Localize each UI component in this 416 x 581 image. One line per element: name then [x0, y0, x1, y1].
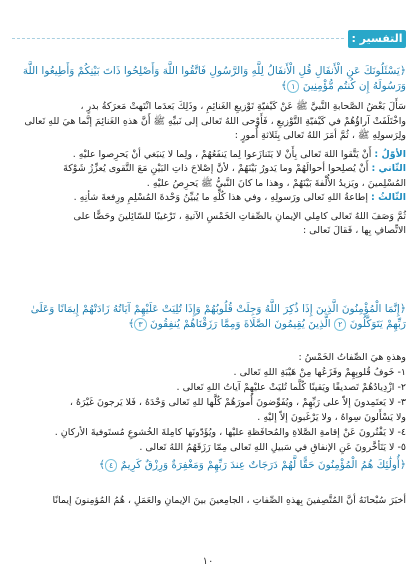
closing-line: أخبَرَ سُبْحانَهُ أنَّ المُتَّصِفينَ بِهذهِ الصِّفاتِ ، الجامِعينَ بينَ الإيمانِ والعَمَلِ ، هُمُ المُؤمِنونَ إيمانًا [52, 495, 406, 506]
item-second-cont: المُسْلِمينَ ، ويَزيدُ الأُلْفةَ بَيْنَهُمْ ، وهذا ما كانَ النَّبيُّ ﷺ يَحرِصُ عليْهِ . [146, 177, 406, 189]
verse-block-3 [10, 458, 406, 473]
verse-number: ٣ [134, 318, 146, 331]
intro-line: سَأَلَ بَعْضُ الصَّحابةِ النَّبيَّ ﷺ عَنْ كَيْفيّةِ تَوْزيعِ الغَنائِمِ ، وذَلِكَ بَعدَما انْتَهتْ مَعرَكةُ بدرٍ ، [80, 101, 406, 112]
intro-line: واخْتَلَفَتْ آراؤُهُمْ في كَيْفيّةِ التَّوْزيعِ ، فَأَوْحى اللهُ تَعالى إلى نَبيِّهِ ﷺ أَنَّ هذهِ الغَنائِمَ إنَّما هيَ للهِ تَعالى [24, 115, 406, 127]
verse-block-1 [10, 64, 406, 94]
qualities-section [10, 350, 406, 455]
item-third: الثّالثُ : إطاعةُ اللهِ تَعالى ورَسولِهِ ، وفي هذا كُلِّهِ ما يُبيِّنُ وَحْدةَ المُسْلِمِ ورِفعةَ شأنِهِ . [73, 192, 406, 203]
quality-item: ٢- ازْدِيادُهُمْ تَصديقًا ويَقينًا كُلَّما تُليَتْ عليْهِمْ آياتُ اللهِ تَعالى . [176, 382, 406, 393]
quality-item: ٥- لا يَتَأخَّرونَ عَنِ الإنفاقِ في سَبيلِ اللهِ تَعالى مِمّا رَزَقَهُمُ اللهُ تَعالى . [139, 442, 406, 453]
page-number: ١٠ [202, 556, 214, 567]
para2-line: الاتِّصافِ بِها ، فَقالَ تَعالى : [302, 225, 406, 236]
intro-section [10, 100, 406, 239]
quality-item: ولا يَسْأَلونَ سِواهُ ، ولا يَرْغَبونَ إلاّ إليْهِ . [257, 412, 406, 423]
verse-block-2 [10, 302, 406, 332]
verse-number: ٢ [334, 318, 346, 331]
para2-line: ثُمَّ وَصَفَ اللهُ تَعالى كامِلي الإيمانِ بالصِّفاتِ الخَمْسِ الآتيةِ ، تَرْغيبًا للسّائِلينَ وحَضًّا على [73, 210, 406, 222]
header-divider [12, 38, 344, 39]
intro-line: ولِرَسولِهِ ﷺ ، ثُمَّ أمَرَ اللهُ تَعالى بِثَلاثةِ أُمورٍ : [234, 130, 406, 141]
verse-text: ﴿إِنَّمَا الْمُؤْمِنُونَ الَّذِينَ إِذَا ذُكِرَ اللَّهُ وَجِلَتْ قُلُوبُهُمْ وَإِذَا تُلِيَتْ عَلَيْهِمْ آيَاتُهُ زَادَتْهُمْ إِيمَانًا وَعَلَىٰ رَبِّهِمْ يَتَوَكَّلُونَ ٢ الَّذِينَ يُقِيمُونَ الصَّلَاةَ وَمِمَّا رَزَقْنَاهُمْ يُنفِقُونَ ٣﴾ [30, 303, 406, 330]
section-badge: التفسير : [348, 30, 406, 48]
verse-text: ﴿يَسْئَلُونَكَ عَنِ الْأَنفَالِ قُلِ الْأَنفَالُ لِلَّهِ وَالرَّسُولِ فَاتَّقُوا اللَّهَ وَأَصْلِحُوا ذَاتَ بَيْنِكُمْ وَأَطِيعُوا اللَّهَ وَرَسُولَهُ إِن كُنتُم مُّؤْمِنِينَ ١﴾ [22, 65, 406, 92]
quality-item: ٣- لا يَعتَمِدونَ إلاّ على رَبِّهِمْ ، ويُفَوِّضونَ أُمورَهُمْ كُلَّها للهِ تَعالى وَحْدَهُ ، فَلا يَرجونَ غَيْرَهُ ، [69, 397, 406, 408]
qualities-intro: وهذهِ هيَ الصِّفاتُ الخَمْسُ : [298, 352, 406, 363]
verse-number: ٤ [105, 459, 117, 472]
item-first: الأوّلُ : أَنْ يَتَّقوا اللهَ تَعالى بِأَنْ لا يَتَنازَعوا لِما يَنفَعُهُمْ ، ولِما لا يَنبَغي أنْ يَحرِصوا عليْهِ . [72, 148, 406, 160]
quality-item: ١- خَوفُ قُلوبِهِمْ وفَزَعُها مِنْ هَيْبَةِ اللهِ تَعالى . [233, 367, 406, 378]
closing-section [10, 494, 406, 509]
verse-number: ١ [287, 80, 299, 93]
quality-item: ٤- لا يَفْتُرونَ عَنْ إقامةِ الصَّلاةِ والمُحافَظةِ عليْها ، ويُؤَدّونَها كامِلةَ الخُشوعِ مُستَوفيةَ الأركانِ . [54, 427, 406, 438]
verse-text: ﴿أُولَٰئِكَ هُمُ الْمُؤْمِنُونَ حَقًّا لَّهُمْ دَرَجَاتٌ عِندَ رَبِّهِمْ وَمَغْفِرَةٌ وَرِزْقٌ كَرِيمٌ ٤﴾ [98, 459, 406, 471]
item-second: الثّاني : أَنْ يُصلِحوا أحوالَهُمْ وما يَدورُ بَيْنَهُمْ ، لأنَّ إصْلاحَ ذاتِ البَيْنِ مَعَ التَّقوى يُعزِّزُ شَوْكةَ [63, 163, 406, 174]
